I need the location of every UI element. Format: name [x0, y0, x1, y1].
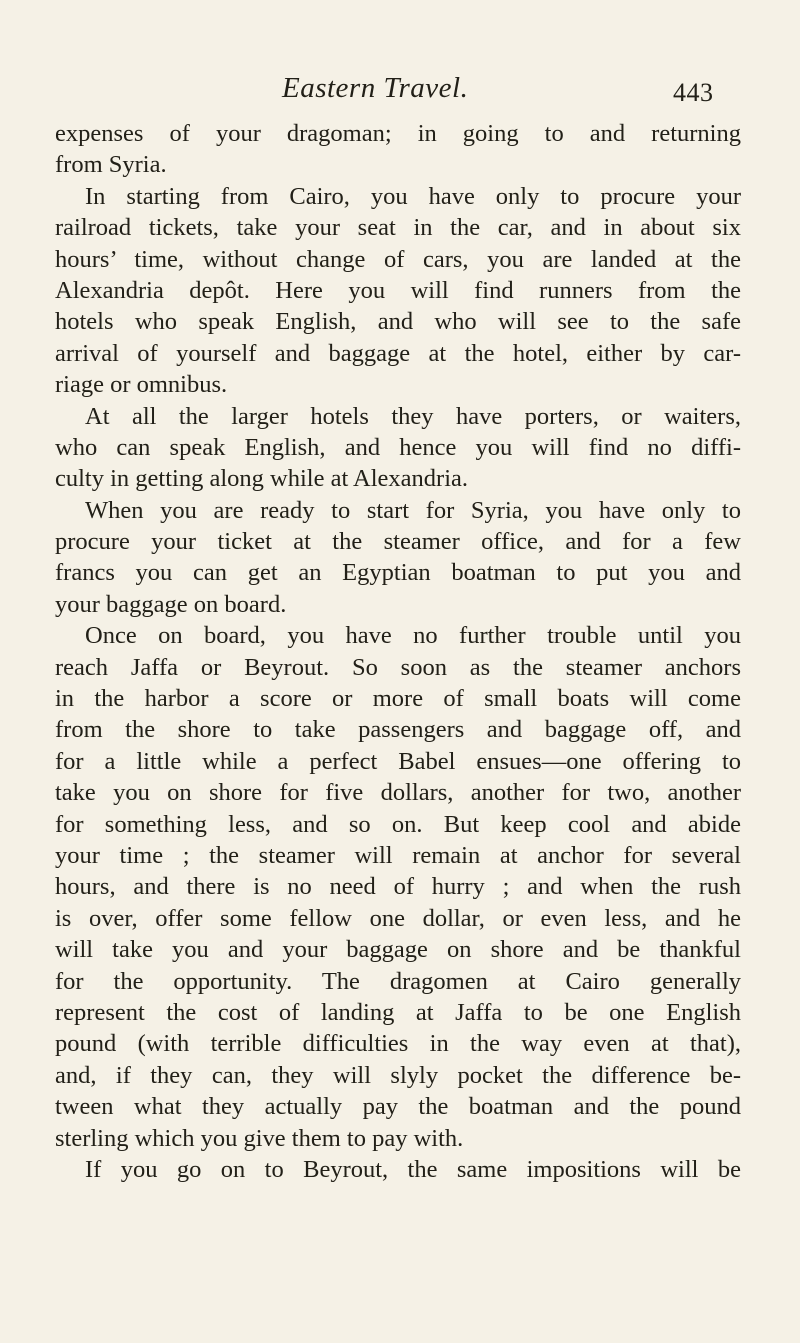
running-head [0, 72, 800, 112]
text-line: reach Jaffa or Beyrout. So soon as the steamer anchors [55, 653, 741, 681]
text-line: from Syria. [55, 151, 167, 179]
text-line: will take you and your baggage on shore and be thankful [55, 936, 741, 964]
text-line: expenses of your dragoman; in going to and returning [55, 120, 741, 147]
text-line: pound (with terrible difficulties in the way even at that), [55, 1030, 741, 1058]
text-line: take you on shore for five dollars, another for two, another [55, 779, 741, 807]
text-line: At all the larger hotels they have porters, or waiters, [85, 402, 741, 430]
text-line: riage or omnibus. [55, 371, 228, 399]
text-line: in the harbor a score or more of small boats will come [55, 685, 741, 713]
text-line: for something less, and so on. But keep cool and abide [55, 810, 741, 838]
text-line: from the shore to take passengers and baggage off, and [55, 716, 741, 744]
body-text [55, 118, 741, 1185]
text-line: your time ; the steamer will remain at anchor for several [55, 841, 741, 869]
text-line: who can speak English, and hence you will find no diffi- [55, 433, 741, 461]
page-number: 443 [673, 78, 714, 107]
text-line: and, if they can, they will slyly pocket the difference be- [55, 1061, 741, 1089]
text-line: In starting from Cairo, you have only to procure your [85, 182, 741, 210]
text-line: railroad tickets, take your seat in the car, and in about six [55, 214, 741, 242]
text-line: represent the cost of landing at Jaffa to be one English [55, 998, 741, 1026]
text-line: arrival of yourself and baggage at the hotel, either by car- [55, 339, 741, 367]
text-line: hours’ time, without change of cars, you are landed at the [55, 245, 741, 273]
text-line: If you go on to Beyrout, the same impositions will be [85, 1155, 741, 1183]
text-line: for a little while a perfect Babel ensues—one offering to [55, 747, 741, 775]
text-line: your baggage on board. [55, 590, 287, 618]
text-line: hours, and there is no need of hurry ; and when the rush [55, 873, 741, 901]
text-line: is over, offer some fellow one dollar, or even less, and he [55, 904, 741, 932]
text-line: for the opportunity. The dragomen at Cairo generally [55, 967, 741, 995]
running-title: Eastern Travel. [282, 72, 469, 104]
text-line: culty in getting along while at Alexandria. [55, 465, 468, 493]
text-line: Once on board, you have no further trouble until you [85, 622, 741, 650]
text-line: When you are ready to start for Syria, you have only to [85, 496, 741, 524]
text-line: tween what they actually pay the boatman and the pound [55, 1093, 741, 1121]
text-line: francs you can get an Egyptian boatman to put you and [55, 559, 741, 587]
text-line: Alexandria depôt. Here you will find runners from the [55, 276, 741, 304]
text-line: hotels who speak English, and who will see to the safe [55, 308, 741, 336]
text-line: sterling which you give them to pay with. [55, 1124, 464, 1152]
text-line: procure your ticket at the steamer office, and for a few [55, 528, 741, 556]
